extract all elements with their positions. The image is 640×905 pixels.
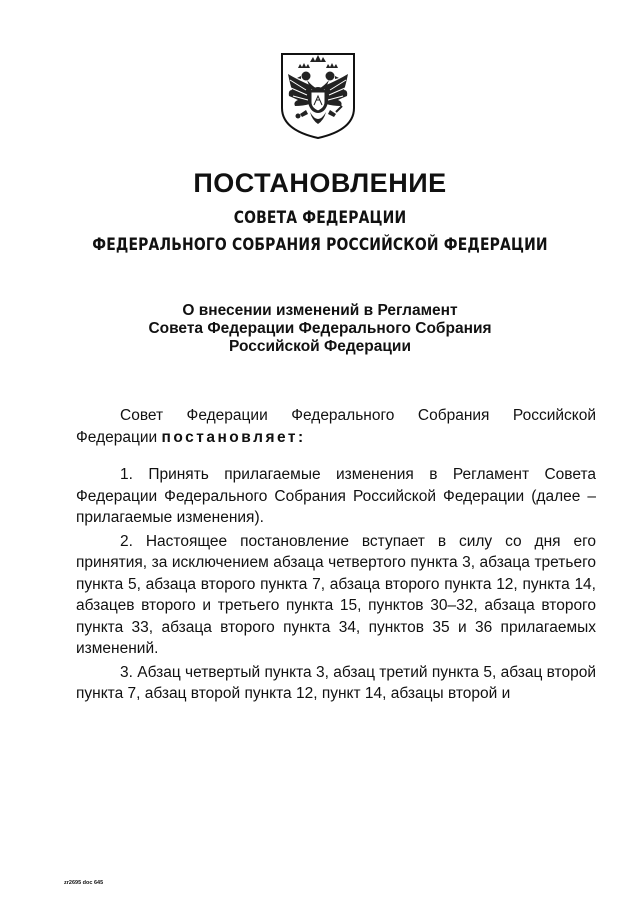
footer-document-code: zr2695 doc 645: [64, 880, 104, 886]
preamble-paragraph: [76, 405, 596, 448]
emblem: [276, 50, 360, 142]
item-1-paragraph: 1. Принять прилагаемые изменения в Регламент Совета Федерации Федерального Собрания Российской Федерации (далее – прилагаемые изменения).: [76, 466, 596, 526]
russian-coat-of-arms-icon: [276, 50, 360, 142]
preamble-emphasis: постановляет:: [161, 428, 306, 446]
document-body: [76, 405, 596, 705]
document-subject: [0, 302, 640, 356]
document-title: ПОСТАНОВЛЕНИЕ: [193, 168, 447, 198]
document-subtitle-line2: ФЕДЕРАЛЬНОГО СОБРАНИЯ РОССИЙСКОЙ ФЕДЕРАЦИИ: [92, 235, 548, 255]
item-2-paragraph: 2. Настоящее постановление вступает в силу со дня его принятия, за исключением абзаца четвертого пункта 3, абзаца третьего пункта 5, абзаца второго пункта 7, абзаца второго пункта 12, пункта 14, абзацев второго и третьего пункта 15, пунктов 30–32, абзаца второго пункта 33, абзаца второго пункта 34, пунктов 35 и 36 прилагаемых изменений.: [76, 532, 596, 657]
document-subtitle-line1: СОВЕТА ФЕДЕРАЦИИ: [233, 208, 407, 228]
item-3-paragraph: 3. Абзац четвертый пункта 3, абзац третий пункта 5, абзац второй пункта 7, абзац второй пункта 12, пункт 14, абзацы второй и: [76, 663, 596, 702]
subject-line3: Российской Федерации: [229, 338, 411, 355]
preamble-text: Совет Федерации Федерального Собрания Российской Федерации: [76, 407, 596, 446]
subject-line2: Совета Федерации Федерального Собрания: [148, 320, 492, 337]
subject-line1: О внесении изменений в Регламент: [182, 302, 458, 319]
